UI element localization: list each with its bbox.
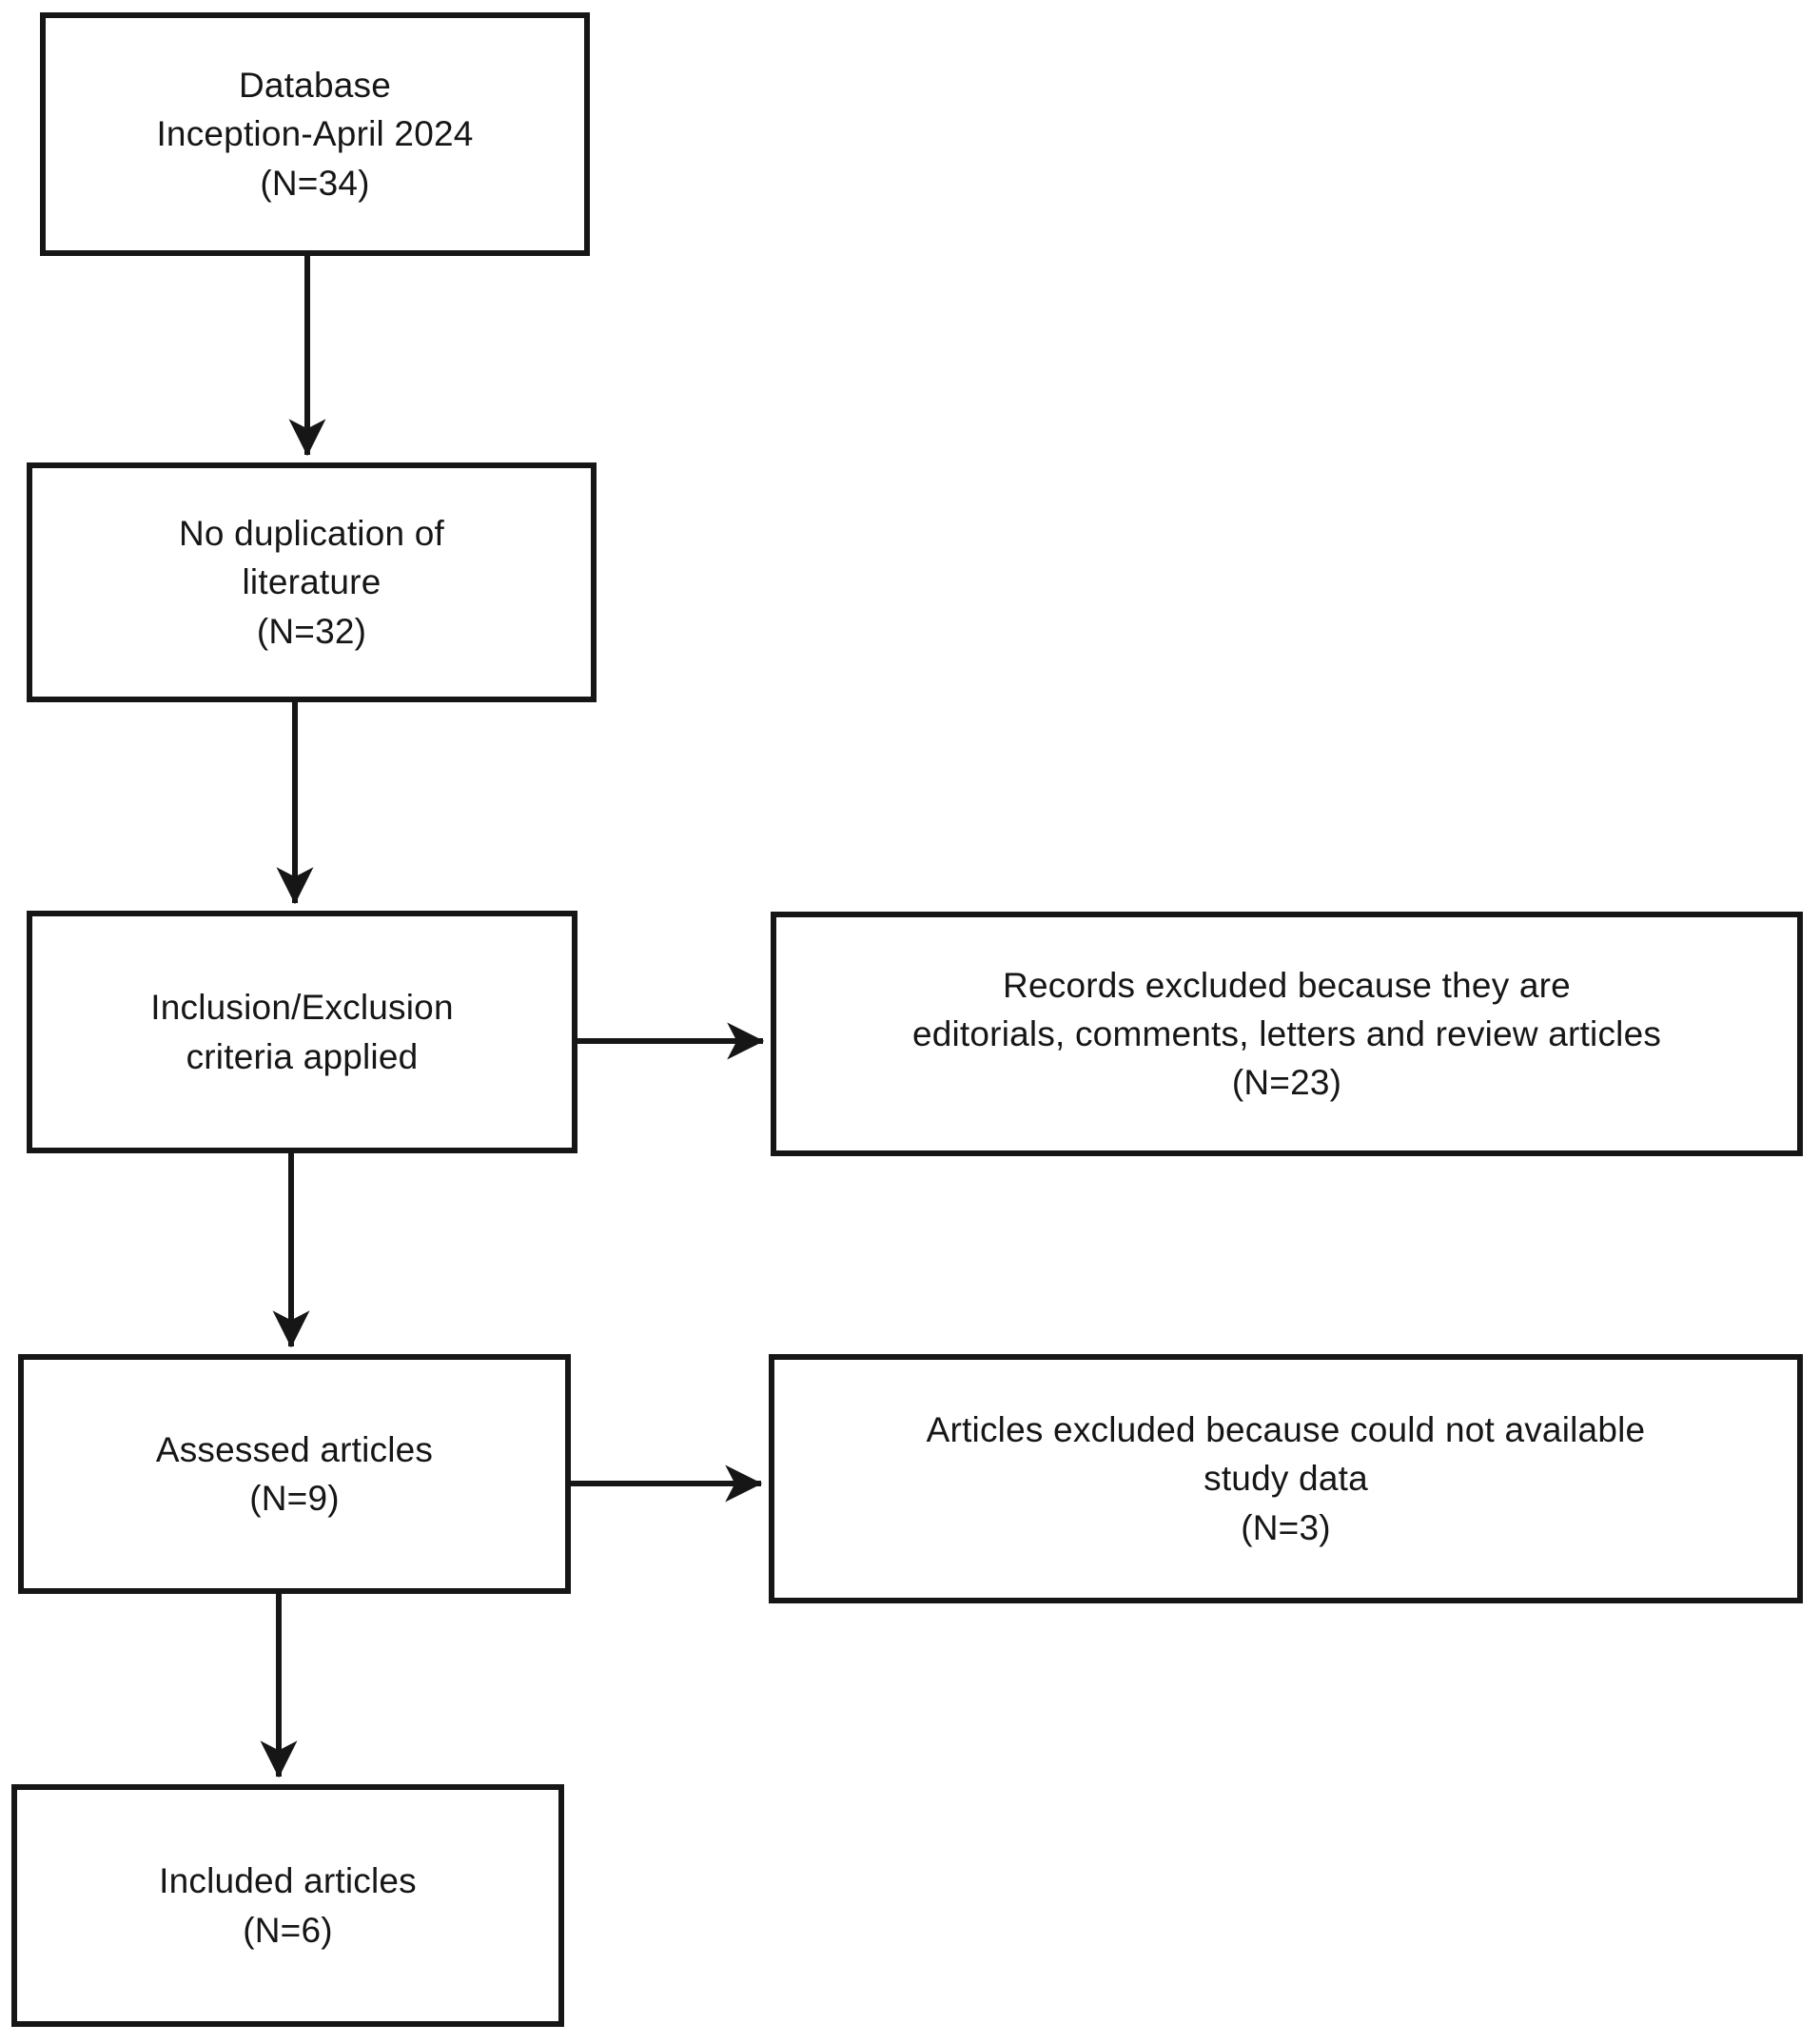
flow-node-assessed-articles — [18, 1354, 571, 1594]
flow-node-line: Assessed articles — [155, 1429, 434, 1469]
flow-node-line: Database — [239, 66, 391, 106]
flow-node-criteria-applied — [27, 911, 577, 1153]
flow-node-line: Records excluded because they are — [1003, 965, 1571, 1005]
flow-node-line: Inception-April 2024 — [156, 114, 474, 154]
flow-node-count: (N=34) — [260, 163, 370, 203]
flow-node-count: (N=32) — [256, 611, 367, 651]
flow-node-count: (N=9) — [249, 1479, 340, 1518]
flow-node-line: Included articles — [159, 1861, 417, 1901]
flow-node-line: literature — [242, 562, 382, 602]
flow-node-line: Inclusion/Exclusion — [150, 988, 454, 1028]
flow-node-count: (N=3) — [1241, 1507, 1331, 1547]
flow-node-records-excluded — [771, 912, 1803, 1156]
flow-node-line: criteria applied — [186, 1036, 419, 1076]
flow-node-database — [40, 12, 590, 256]
flow-node-line: No duplication of — [178, 514, 445, 554]
flow-node-articles-excluded — [769, 1354, 1803, 1603]
flow-node-line: Articles excluded because could not available — [926, 1410, 1646, 1450]
flow-node-no-duplication — [27, 462, 597, 702]
flow-node-line: editorials, comments, letters and review articles — [911, 1013, 1662, 1053]
flow-node-count: (N=23) — [1231, 1063, 1342, 1103]
flow-node-count: (N=6) — [243, 1910, 333, 1950]
flow-node-line: study data — [1204, 1459, 1368, 1499]
flow-node-included-articles — [11, 1784, 564, 2027]
